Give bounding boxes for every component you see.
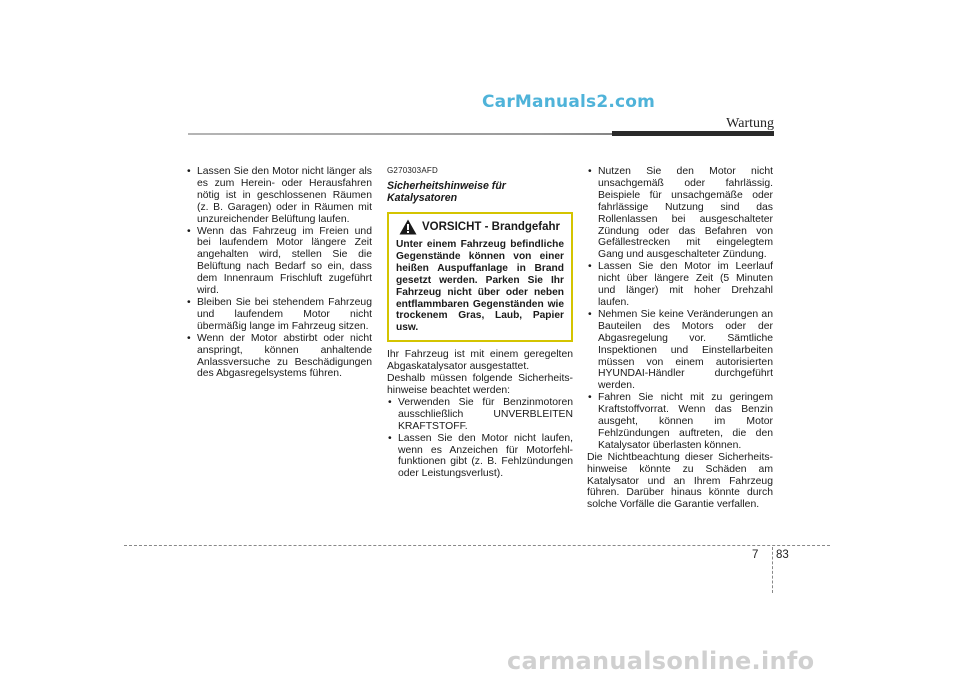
- list-item: • Lassen Sie den Motor im Leerlauf nicht über längere Zeit (5 Minuten und länger) mit hoher Drehzahl laufen.: [587, 261, 773, 309]
- list-item: • Bleiben Sie bei stehendem Fahrzeug und laufendem Motor nicht übermäßig lange im Fahrzeug sitzen.: [186, 297, 372, 333]
- footer-rule: [124, 545, 830, 546]
- section-code: G270303AFD: [387, 166, 438, 175]
- col1-bullet-list: [186, 166, 372, 380]
- list-item: • Wenn der Motor abstirbt oder nicht anspringt, können anhaltende Anlassversuche zu Beschädigungen des Abgasregelsystems führen.: [186, 333, 372, 381]
- list-item: • Nutzen Sie den Motor nicht unsachgemäß oder fahrlässig. Beispiele für unsachgemäße oder fahrlässige Nutzung sind das Rollenlassen bei ausgeschalteter Zündung oder das Befahren von Gefällestrecken mit eingelegtem Gang und ausgeschalteter Zündung.: [587, 166, 773, 261]
- list-item: • Lassen Sie den Motor nicht länger als es zum Herein- oder Herausfahren nötig ist in geschlossenen Räumen (z. B. Garagen) oder in Räumen mit unzureichender Belüftung laufen.: [186, 166, 372, 226]
- carmanualsonline-watermark: carmanualsonline.info: [507, 647, 815, 675]
- list-item: • Lassen Sie den Motor nicht laufen, wenn es Anzeichen für Motorfehl-funktionen gibt (z. B. Fehlzündungen oder Leistungsverlust).: [387, 433, 573, 481]
- section-subheading: Sicherheitshinweise für Katalysatoren: [387, 180, 506, 204]
- warning-header: [396, 219, 564, 235]
- list-item: • Wenn das Fahrzeug im Freien und bei laufendem Motor längere Zeit angehalten wird, stellen Sie die Belüftung nach Bedarf so ein, dass dem Innenraum Frischluft zugeführt wird.: [186, 226, 372, 297]
- col2-bullet-list: [387, 397, 573, 480]
- warning-title: VORSICHT - Brandgefahr: [422, 220, 561, 233]
- list-item: • Nehmen Sie keine Veränderungen an Bauteilen des Motors oder der Abgasregelung vor. Sämtliche Inspektionen und Einstellarbeiten müssen von einem autorisierten HYUNDAI-Händler durchgeführt werden.: [587, 309, 773, 392]
- list-item: • Verwenden Sie für Benzinmotoren ausschließlich UNVERBLEITEN KRAFTSTOFF.: [387, 397, 573, 433]
- carmanuals2-watermark: CarManuals2.com: [482, 92, 656, 112]
- column-3: [587, 166, 773, 511]
- column-2: [387, 166, 573, 480]
- warning-triangle-icon: [399, 219, 417, 235]
- warning-box: [387, 212, 573, 342]
- paragraph: Ihr Fahrzeug ist mit einem geregelten Abgaskatalysator ausgestattet.: [387, 349, 573, 373]
- paragraph: Deshalb müssen folgende Sicherheits-hinweise beachtet werden:: [387, 373, 573, 396]
- section-title: Wartung: [726, 116, 774, 131]
- page-number-divider: [772, 547, 773, 593]
- page-number: 83: [776, 549, 789, 561]
- list-item: • Fahren Sie nicht mit zu geringem Kraftstoffvorrat. Wenn das Benzin ausgeht, können im Motor Fehlzündungen auftreten, die den Katalysator überlasten können.: [587, 392, 773, 452]
- col3-bullet-list: [587, 166, 773, 452]
- chapter-number: 7: [752, 549, 759, 561]
- header-rule-accent: [612, 131, 774, 136]
- column-1: [186, 166, 372, 380]
- warning-text: Unter einem Fahrzeug befindliche Gegenstände können von einer heißen Auspuffanlage in Brand gesetzt werden. Parken Sie Ihr Fahrzeug nicht über oder neben entflammbaren Gegenständen wie trockenem Gras, Laub, Papier usw.: [396, 239, 564, 334]
- paragraph: Die Nichtbeachtung dieser Sicherheits-hinweise könnte zu Schäden am Katalysator und an Ihrem Fahrzeug führen. Darüber hinaus könnte durch solche Vorfälle die Garantie verfallen.: [587, 451, 773, 511]
